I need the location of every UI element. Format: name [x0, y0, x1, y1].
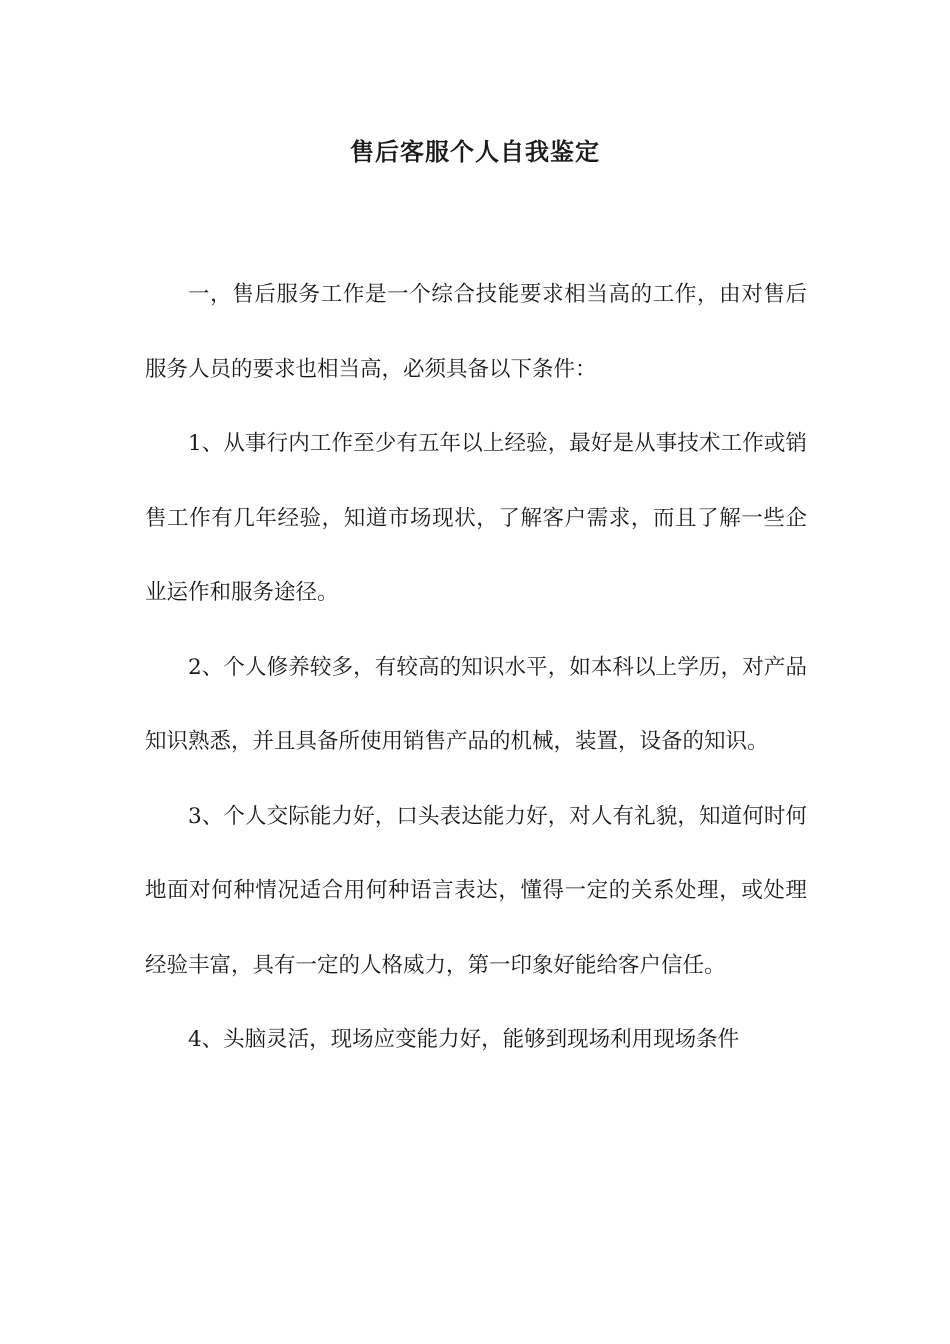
paragraph-intro: 一，售后服务工作是一个综合技能要求相当高的工作，由对售后服务人员的要求也相当高，必须具备以下条件： [145, 282, 807, 382]
paragraph-item-4: 4、头脑灵活，现场应变能力好，能够到现场利用现场条件 [188, 1027, 740, 1052]
document-title: 售后客服个人自我鉴定 [350, 137, 600, 166]
paragraph-item-1: 1、从事行内工作至少有五年以上经验，最好是从事技术工作或销售工作有几年经验，知道市场现状，了解客户需求，而且了解一些企业运作和服务途径。 [145, 431, 807, 605]
paragraph-item-3: 3、个人交际能力好，口头表达能力好，对人有礼貌，知道何时何地面对何种情况适合用何种语言表达，懂得一定的关系处理，或处理经验丰富，具有一定的人格威力，第一印象好能给客户信任。 [145, 803, 807, 978]
document-body [145, 258, 807, 1078]
paragraph-item-2: 2、个人修养较多，有较高的知识水平，如本科以上学历，对产品知识熟悉，并且具备所使用销售产品的机械，装置，设备的知识。 [145, 654, 807, 754]
